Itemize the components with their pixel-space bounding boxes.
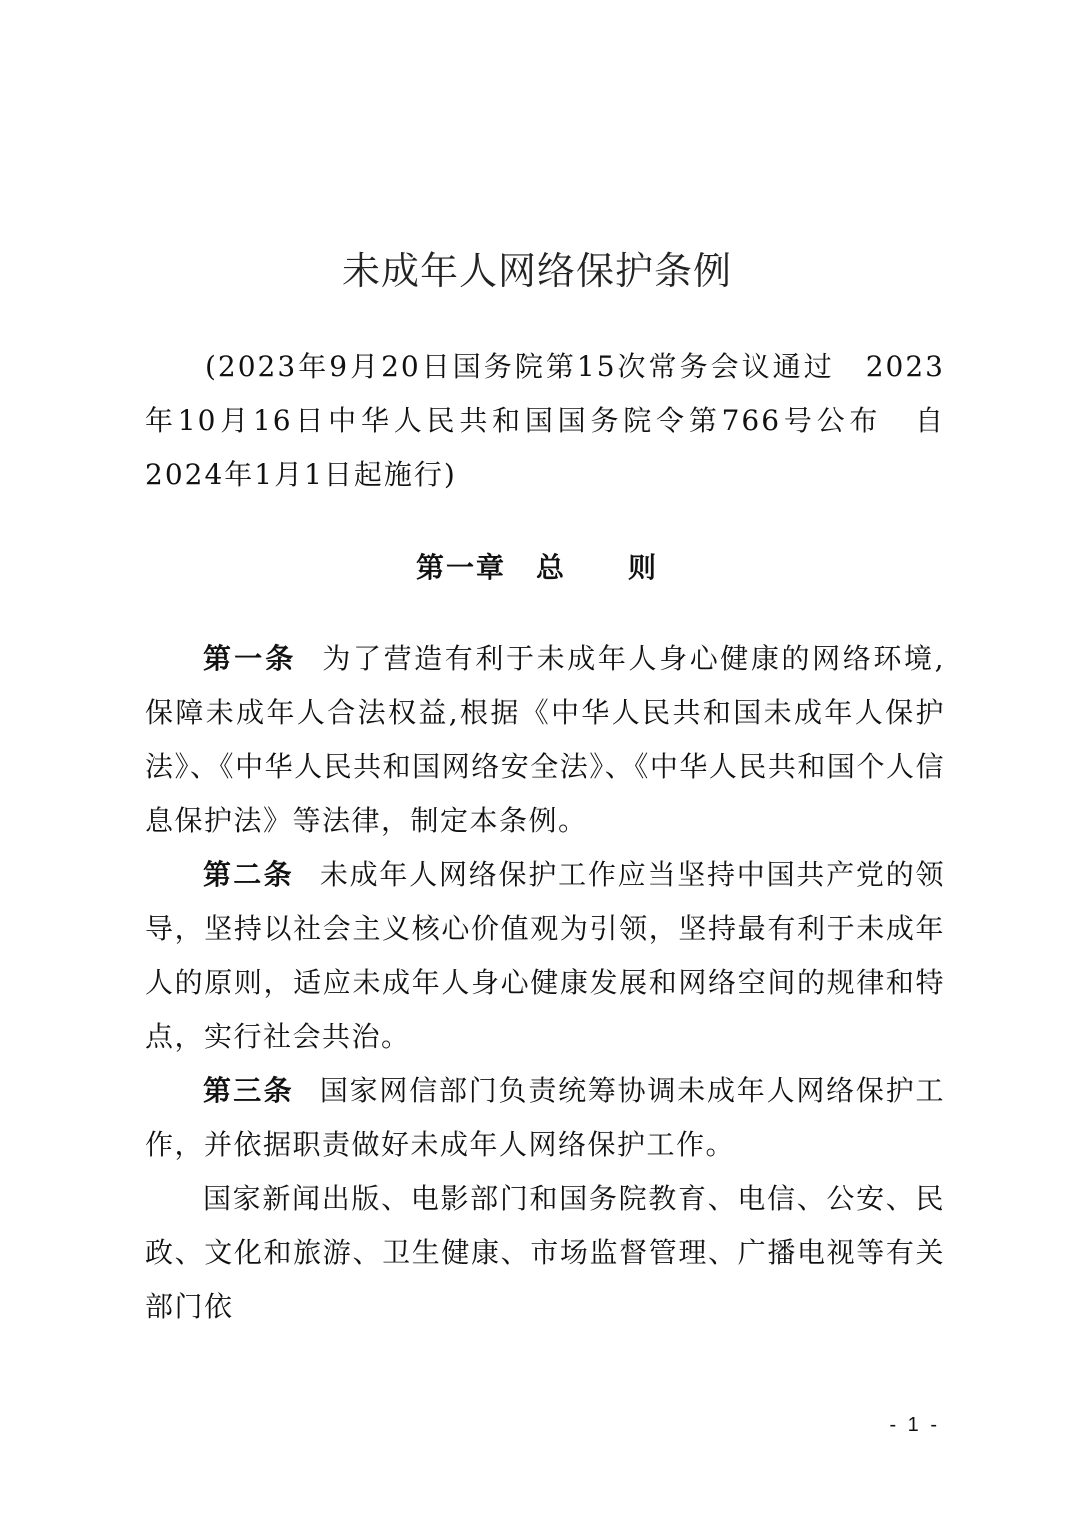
chapter-number: 第一章: [415, 551, 506, 584]
document-subtitle: (2023年9月20日国务院第15次常务会议通过 2023年10月16日中华人民共和国国务院令第766号公布 自2024年1月1日起施行): [145, 350, 945, 491]
chapter-heading: [0, 546, 1074, 586]
article-text: 国家网信部门负责统筹协调未成年人网络保护工作，并依据职责做好未成年人网络保护工作。: [145, 1074, 945, 1161]
article-label: 第二条: [203, 858, 294, 891]
document-title: 未成年人网络保护条例: [341, 249, 732, 293]
chapter-name-part1: 总: [535, 551, 566, 584]
article-paragraph: [145, 1064, 945, 1172]
article-label: 第三条: [203, 1074, 294, 1107]
article-paragraph: [145, 848, 945, 1064]
article-text: 未成年人网络保护工作应当坚持中国共产党的领导，坚持以社会主义核心价值观为引领，坚持最有利于未成年人的原则，适应未成年人身心健康发展和网络空间的规律和特点，实行社会共治。: [145, 858, 945, 1053]
article-label: 第一条: [203, 642, 297, 675]
article-paragraph: [145, 632, 945, 848]
document-body: [145, 632, 945, 1334]
article-text: 为了营造有利于未成年人身心健康的网络环境,保障未成年人合法权益,根据《中华人民共和国未成年人保护法》、《中华人民共和国网络安全法》、《中华人民共和国个人信息保护法》等法律，制定本条例。: [145, 642, 945, 837]
chapter-name-part2: 则: [628, 551, 659, 584]
continuation-paragraph: 国家新闻出版、电影部门和国务院教育、电信、公安、民政、文化和旅游、卫生健康、市场监督管理、广播电视等有关部门依: [145, 1182, 945, 1323]
page-number: - 1 -: [889, 1414, 940, 1436]
